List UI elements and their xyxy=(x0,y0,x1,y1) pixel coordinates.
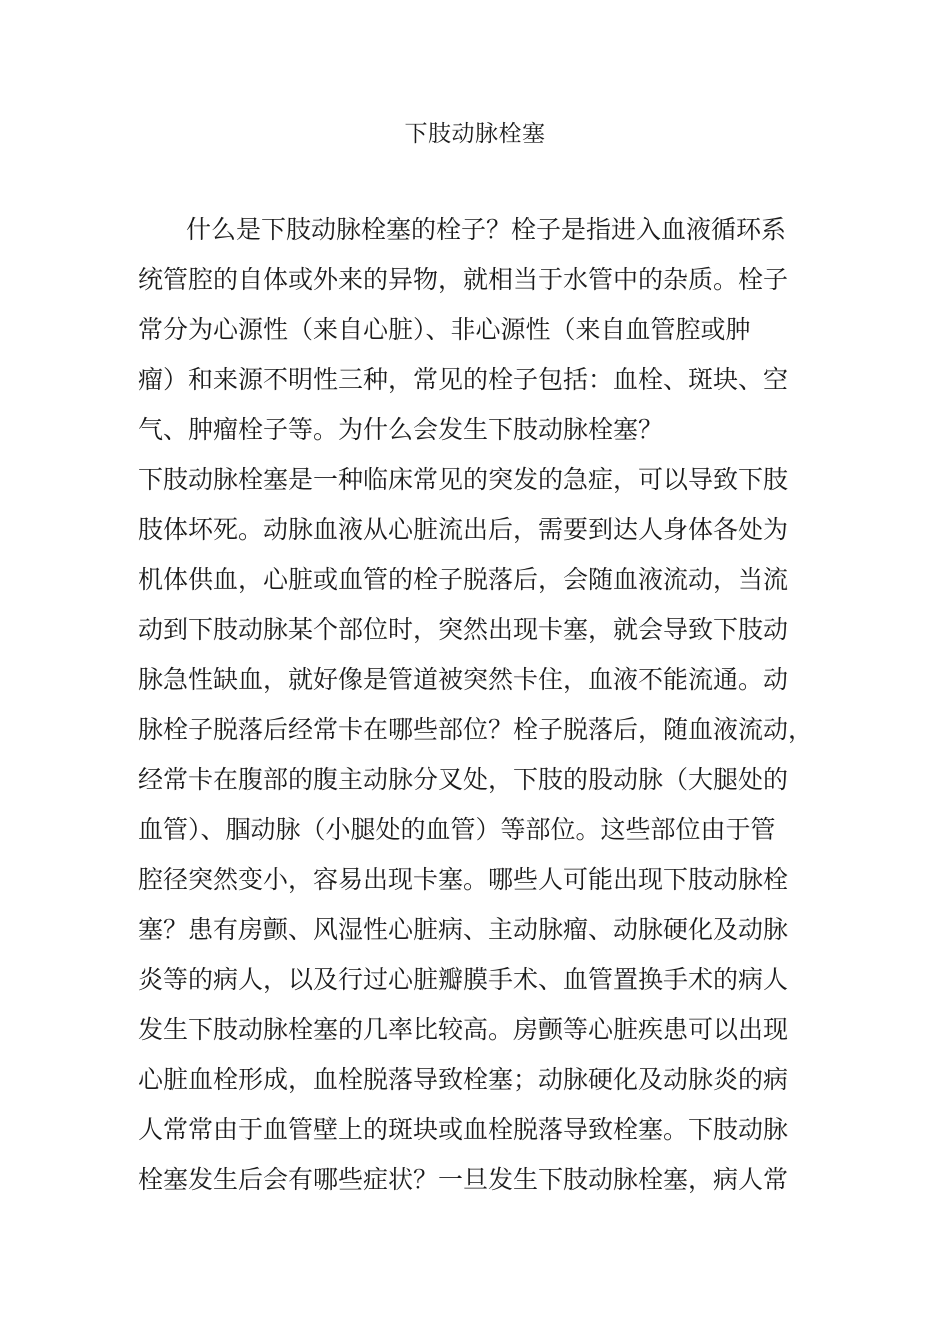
document-title: 下肢动脉栓塞 xyxy=(404,121,546,147)
document-body xyxy=(138,205,828,1205)
text-line: 机体供血，心脏或血管的栓子脱落后，会随血液流动，当流 xyxy=(138,565,789,594)
text-line: 心脏血栓形成，血栓脱落导致栓塞；动脉硬化及动脉炎的病 xyxy=(138,1065,789,1094)
text-line: 人常常由于血管壁上的斑块或血栓脱落导致栓塞。下肢动脉 xyxy=(138,1115,789,1144)
text-line: 瘤）和来源不明性三种，常见的栓子包括：血栓、斑块、空 xyxy=(138,365,789,394)
text-line: 气、肿瘤栓子等。为什么会发生下肢动脉栓塞？ xyxy=(138,415,664,444)
text-line: 常分为心源性（来自心脏）、非心源性（来自血管腔或肿 xyxy=(138,315,751,344)
text-line: 经常卡在腹部的腹主动脉分叉处，下肢的股动脉（大腿处的 xyxy=(138,765,789,794)
text-line: 血管）、腘动脉（小腿处的血管）等部位。这些部位由于管 xyxy=(138,815,776,844)
text-line: 塞？患有房颤、风湿性心脏病、主动脉瘤、动脉硬化及动脉 xyxy=(138,915,789,944)
text-line: 下肢动脉栓塞是一种临床常见的突发的急症，可以导致下肢 xyxy=(138,465,789,494)
text-line: 腔径突然变小，容易出现卡塞。哪些人可能出现下肢动脉栓 xyxy=(138,865,789,894)
text-line: 肢体坏死。动脉血液从心脏流出后，需要到达人身体各处为 xyxy=(138,515,789,544)
text-line: 栓塞发生后会有哪些症状？一旦发生下肢动脉栓塞，病人常 xyxy=(138,1165,789,1194)
text-line: 脉栓子脱落后经常卡在哪些部位？栓子脱落后，随血液流动， xyxy=(138,715,814,744)
text-line: 炎等的病人，以及行过心脏瓣膜手术、血管置换手术的病人 xyxy=(138,965,789,994)
text-line: 什么是下肢动脉栓塞的栓子？栓子是指进入血液循环系 xyxy=(186,215,787,244)
text-line: 脉急性缺血，就好像是管道被突然卡住，血液不能流通。动 xyxy=(138,665,789,694)
text-line: 动到下肢动脉某个部位时，突然出现卡塞，就会导致下肢动 xyxy=(138,615,789,644)
text-line: 发生下肢动脉栓塞的几率比较高。房颤等心脏疾患可以出现 xyxy=(138,1015,789,1044)
text-line: 统管腔的自体或外来的异物，就相当于水管中的杂质。栓子 xyxy=(138,265,789,294)
